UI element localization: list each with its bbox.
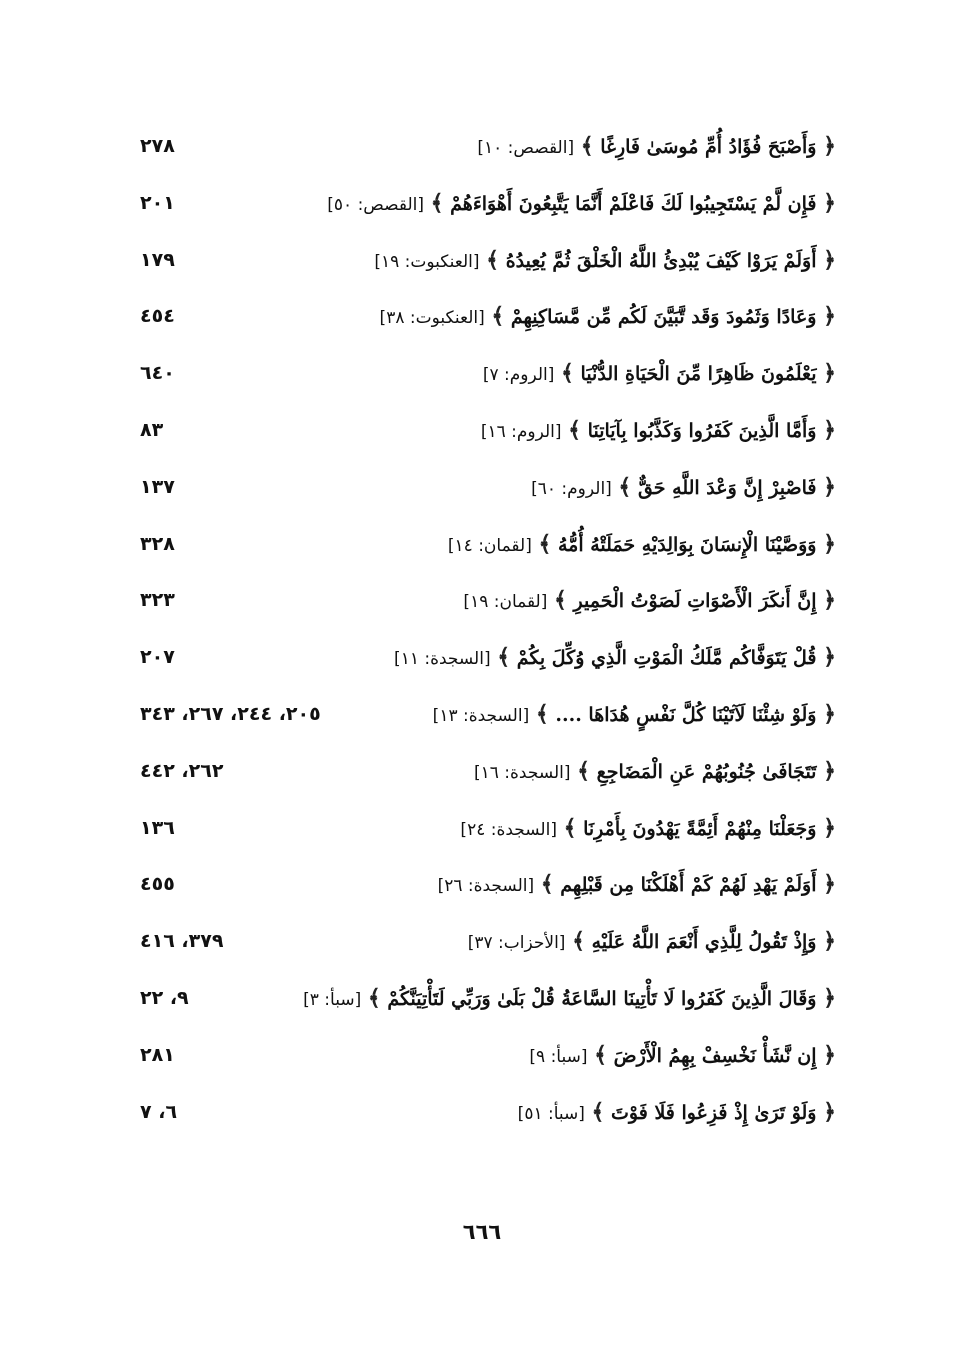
surah-reference: [الأحزاب: ٣٧] bbox=[467, 933, 566, 954]
ornate-bracket-open: ﴿ bbox=[823, 587, 836, 614]
verse-text: أَوَلَمْ يَرَوْا كَيْفَ يُبْدِئُ اللَّهُ الْخَلْقَ ثُمَّ يُعِيدُهُ bbox=[505, 249, 817, 272]
index-entry bbox=[0, 294, 964, 351]
verse-citation bbox=[483, 359, 836, 389]
verse-text: وَوَصَّيْنَا الْإِنسَانَ بِوَالِدَيْهِ حَمَلَتْهُ أُمُّهُ bbox=[557, 533, 817, 556]
ornate-bracket-open: ﴿ bbox=[823, 189, 836, 216]
verse-text: وَأَصْبَحَ فُؤَادُ أُمِّ مُوسَىٰ فَارِغًا bbox=[600, 136, 817, 158]
ornate-bracket-close: ﴾ bbox=[561, 360, 574, 387]
index-entry bbox=[0, 181, 964, 238]
verse-citation bbox=[380, 302, 836, 332]
verse-text: أَوَلَمْ يَهْدِ لَهُمْ كَمْ أَهْلَكْنَا مِن قَبْلِهِم bbox=[560, 874, 817, 897]
index-entry bbox=[0, 976, 964, 1033]
surah-reference: [الروم: ٦٠] bbox=[531, 478, 612, 499]
index-entry bbox=[0, 1090, 964, 1147]
surah-reference: [سبأ: ٩] bbox=[529, 1046, 588, 1067]
ornate-bracket-open: ﴿ bbox=[823, 360, 836, 387]
ornate-bracket-open: ﴿ bbox=[823, 1098, 836, 1125]
page-number: ٦٦٦ bbox=[462, 1220, 502, 1244]
index-entry bbox=[0, 351, 964, 408]
ornate-bracket-open: ﴿ bbox=[823, 984, 836, 1011]
page-references: ٢٠١ bbox=[140, 191, 175, 214]
surah-reference: [لقمان: ١٤] bbox=[447, 535, 532, 556]
surah-reference: [السجدة: ٢٦] bbox=[437, 876, 535, 897]
ornate-bracket-close: ﴾ bbox=[497, 644, 511, 671]
page-references: ٩، ٢٢ bbox=[140, 986, 189, 1009]
ornate-bracket-close: ﴾ bbox=[594, 1041, 608, 1068]
ornate-bracket-close: ﴾ bbox=[554, 587, 567, 614]
verse-index-list bbox=[0, 124, 964, 1146]
verse-citation bbox=[448, 530, 836, 560]
ornate-bracket-open: ﴿ bbox=[823, 928, 836, 955]
verse-text: قُلْ يَتَوَفَّاكُم مَّلَكُ الْمَوْتِ الَّذِي وُكِّلَ بِكُمْ bbox=[516, 647, 817, 670]
verse-citation bbox=[529, 1041, 836, 1071]
page-references: ٢٠٥، ٢٤٤، ٢٦٧، ٣٤٣ bbox=[140, 702, 321, 725]
ornate-bracket-close: ﴾ bbox=[430, 189, 444, 216]
page-references: ٢٦٢، ٤٤٢ bbox=[140, 759, 224, 782]
index-entry bbox=[0, 635, 964, 692]
index-entry bbox=[0, 238, 964, 295]
verse-citation bbox=[468, 927, 836, 957]
verse-text: وَأَمَّا الَّذِينَ كَفَرُوا وَكَذَّبُوا بِآيَاتِنَا bbox=[587, 419, 817, 442]
page-references: ٣٢٣ bbox=[140, 589, 175, 612]
surah-reference: [السجدة: ٢٤] bbox=[460, 819, 557, 840]
index-entry bbox=[0, 919, 964, 976]
ornate-bracket-close: ﴾ bbox=[568, 416, 582, 443]
ornate-bracket-close: ﴾ bbox=[618, 473, 632, 500]
surah-reference: [الروم: ١٦] bbox=[480, 421, 562, 442]
page-references: ٦، ٧ bbox=[140, 1100, 178, 1123]
verse-citation bbox=[531, 473, 836, 503]
verse-text: وَإِذْ تَقُولُ لِلَّذِي أَنْعَمَ اللَّهُ عَلَيْهِ bbox=[591, 931, 817, 954]
verse-text: وَلَوْ تَرَىٰ إِذْ فَزِعُوا فَلَا فَوْتَ bbox=[611, 1101, 817, 1124]
ornate-bracket-open: ﴿ bbox=[823, 757, 836, 784]
verse-citation bbox=[433, 700, 836, 730]
verse-text: تَتَجَافَىٰ جُنُوبُهُمْ عَنِ الْمَضَاجِعِ bbox=[596, 760, 817, 783]
ornate-bracket-close: ﴾ bbox=[577, 757, 591, 784]
ornate-bracket-open: ﴿ bbox=[823, 530, 836, 557]
ornate-bracket-close: ﴾ bbox=[491, 303, 505, 330]
index-entry bbox=[0, 692, 964, 749]
verse-text: فَاصْبِرْ إِنَّ وَعْدَ اللَّهِ حَقٌّ bbox=[637, 476, 817, 499]
index-entry bbox=[0, 408, 964, 465]
page-references: ١٣٦ bbox=[140, 816, 175, 839]
verse-text: وَجَعَلْنَا مِنْهُمْ أَئِمَّةً يَهْدُونَ بِأَمْرِنَا bbox=[583, 817, 817, 840]
ornate-bracket-open: ﴿ bbox=[823, 133, 836, 159]
surah-reference: [العنكبوت: ٣٨] bbox=[379, 308, 485, 329]
surah-reference: [سبأ: ٥١] bbox=[517, 1103, 585, 1124]
surah-reference: [السجدة: ١١] bbox=[394, 649, 491, 670]
verse-citation bbox=[474, 757, 836, 787]
index-entry bbox=[0, 1033, 964, 1090]
ornate-bracket-close: ﴾ bbox=[538, 530, 552, 557]
verse-citation bbox=[460, 814, 836, 844]
page-references: ٣٧٩، ٤١٦ bbox=[140, 930, 224, 953]
ornate-bracket-open: ﴿ bbox=[823, 871, 836, 898]
verse-text: يَعْلَمُونَ ظَاهِرًا مِّنَ الْحَيَاةِ الدُّنْيَا bbox=[580, 363, 817, 386]
ornate-bracket-close: ﴾ bbox=[572, 928, 585, 955]
surah-reference: [السجدة: ١٣] bbox=[432, 705, 530, 726]
ornate-bracket-open: ﴿ bbox=[823, 246, 836, 273]
surah-reference: [القصص: ١٠] bbox=[477, 138, 575, 158]
verse-citation bbox=[481, 416, 836, 446]
verse-citation bbox=[518, 1098, 836, 1128]
ornate-bracket-open: ﴿ bbox=[823, 814, 836, 841]
surah-reference: [الروم: ٧] bbox=[482, 365, 555, 386]
ornate-bracket-open: ﴿ bbox=[823, 416, 836, 443]
verse-text: وَلَوْ شِئْنَا لَآتَيْنَا كُلَّ نَفْسٍ هُدَاهَا .... bbox=[555, 703, 817, 726]
verse-text: إِنَّ أَنكَرَ الْأَصْوَاتِ لَصَوْتُ الْحَمِيرِ bbox=[573, 590, 817, 613]
ornate-bracket-close: ﴾ bbox=[535, 700, 549, 727]
verse-citation bbox=[327, 189, 836, 219]
ornate-bracket-close: ﴾ bbox=[563, 814, 577, 841]
index-entry bbox=[0, 124, 964, 181]
ornate-bracket-close: ﴾ bbox=[486, 246, 500, 273]
ornate-bracket-open: ﴿ bbox=[823, 473, 836, 500]
surah-reference: [العنكبوت: ١٩] bbox=[374, 251, 480, 272]
surah-reference: [لقمان: ١٩] bbox=[463, 592, 548, 613]
ornate-bracket-open: ﴿ bbox=[823, 700, 836, 727]
ornate-bracket-close: ﴾ bbox=[367, 984, 381, 1011]
ornate-bracket-close: ﴾ bbox=[540, 871, 554, 898]
surah-reference: [القصص: ٥٠] bbox=[327, 194, 425, 215]
verse-citation bbox=[303, 984, 836, 1014]
page-references: ٤٥٥ bbox=[140, 873, 175, 896]
page-references: ٢٧٨ bbox=[140, 135, 175, 157]
page-references: ١٧٩ bbox=[140, 248, 175, 271]
index-entry bbox=[0, 749, 964, 806]
ornate-bracket-close: ﴾ bbox=[591, 1098, 605, 1125]
page-references: ٨٣ bbox=[140, 418, 164, 441]
verse-citation bbox=[477, 132, 836, 162]
surah-reference: [سبأ: ٣] bbox=[303, 989, 362, 1010]
verse-text: فَإِن لَّمْ يَسْتَجِيبُوا لَكَ فَاعْلَمْ أَنَّمَا يَتَّبِعُونَ أَهْوَاءَهُمْ bbox=[450, 192, 817, 215]
ornate-bracket-close: ﴾ bbox=[580, 133, 594, 159]
verse-text: إِن نَّشَأْ نَخْسِفْ بِهِمُ الْأَرْضَ bbox=[613, 1044, 817, 1067]
verse-citation bbox=[438, 870, 836, 900]
page-references: ٣٢٨ bbox=[140, 532, 175, 555]
index-entry bbox=[0, 522, 964, 579]
index-entry bbox=[0, 578, 964, 635]
ornate-bracket-open: ﴿ bbox=[823, 644, 836, 671]
page-references: ٢٠٧ bbox=[140, 646, 175, 669]
verse-text: وَعَادًا وَثَمُودَ وَقَد تَّبَيَّنَ لَكُم مِّن مَّسَاكِنِهِمْ bbox=[510, 306, 817, 329]
ornate-bracket-open: ﴿ bbox=[823, 303, 836, 330]
page-references: ١٣٧ bbox=[140, 475, 175, 498]
verse-citation bbox=[374, 246, 836, 276]
page-references: ٤٥٤ bbox=[140, 305, 175, 328]
index-entry bbox=[0, 465, 964, 522]
verse-text: وَقَالَ الَّذِينَ كَفَرُوا لَا تَأْتِينَا السَّاعَةُ قُلْ بَلَىٰ وَرَبِّي لَتَأْتِيَنَّكُمْ bbox=[387, 987, 817, 1010]
verse-citation bbox=[463, 586, 836, 616]
page-references: ٦٤٠ bbox=[140, 362, 175, 385]
index-entry bbox=[0, 862, 964, 919]
verse-citation bbox=[394, 643, 836, 673]
index-entry bbox=[0, 806, 964, 863]
surah-reference: [السجدة: ١٦] bbox=[473, 762, 571, 783]
page-references: ٢٨١ bbox=[140, 1043, 175, 1066]
ornate-bracket-open: ﴿ bbox=[823, 1041, 836, 1068]
